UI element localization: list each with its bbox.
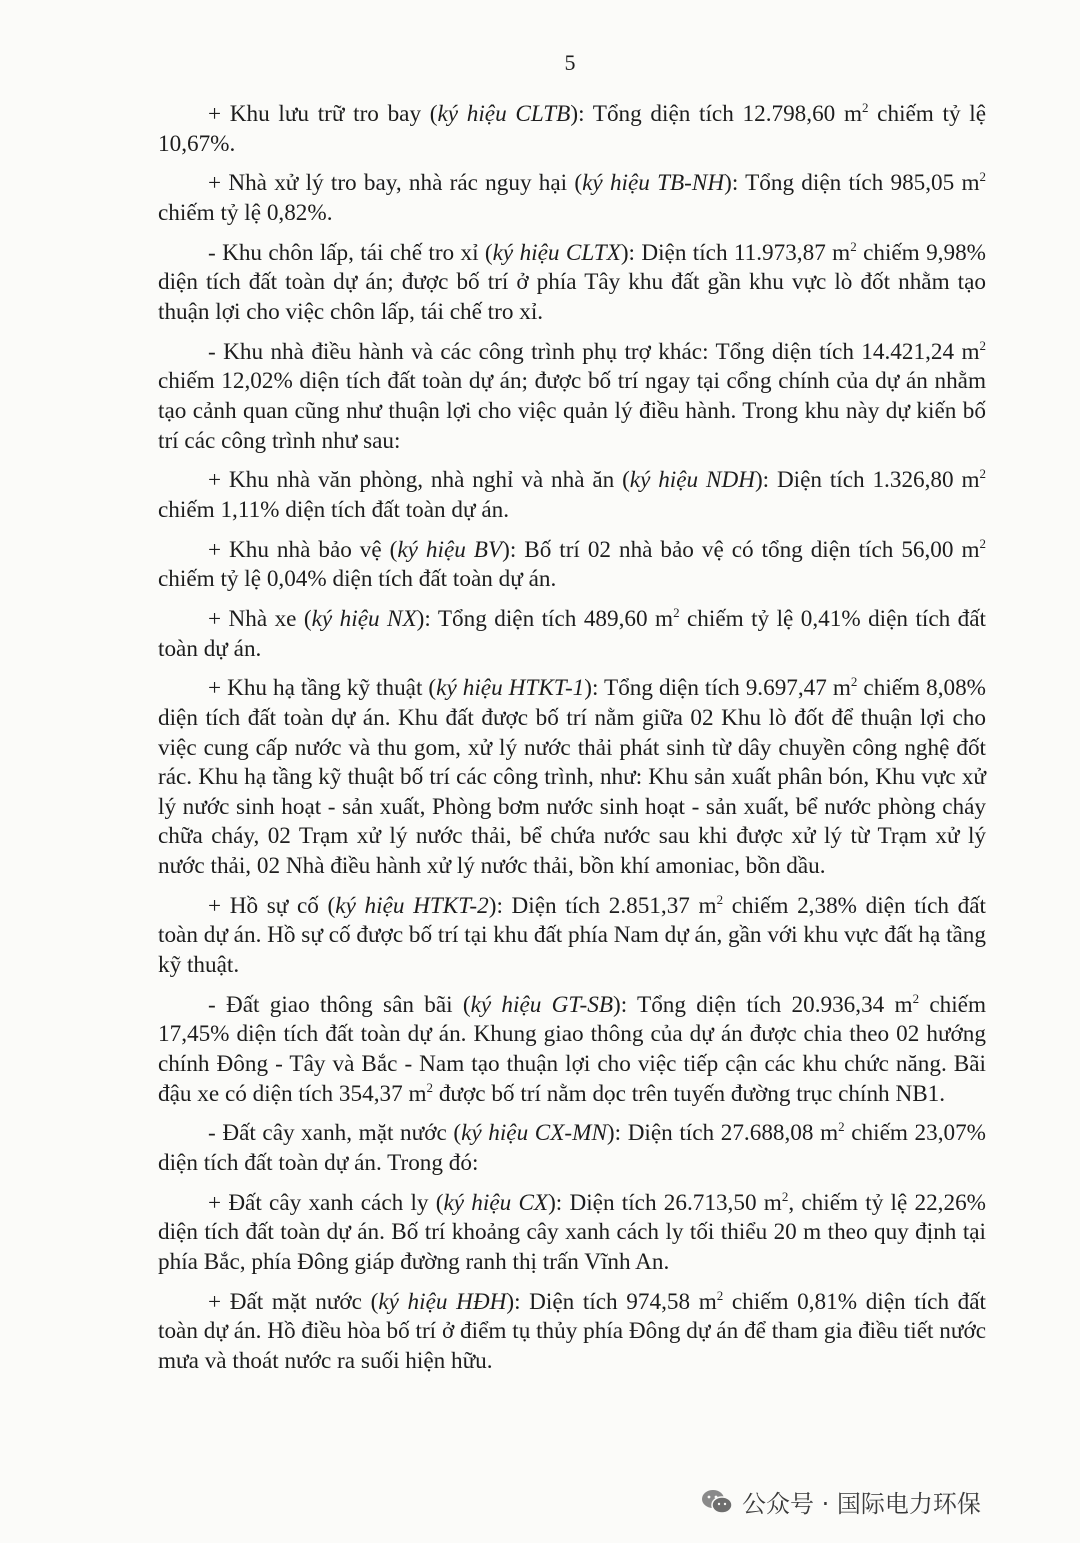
paragraph-text: ): Tổng diện tích 985,05 $m^2$ chiếm tỷ lệ 0,82%. [158, 169, 987, 226]
paragraph-text: + Hồ sự cố ( [208, 892, 336, 919]
watermark-text: 公众号 · 国际电力环保 [742, 1490, 981, 1518]
symbol-code: ký hiệu CX-MN [461, 1120, 607, 1147]
paragraph-text: - Đất cây xanh, mặt nước ( [208, 1120, 462, 1147]
paragraph [158, 169, 986, 228]
paragraph-text: - Đất giao thông sân bãi ( [208, 991, 471, 1018]
paragraph-text: ): Diện tích 2.851,37 $m^2$ chiếm 2,38% diện tích đất toàn dự án. Hồ sự cố được bố trí tại khu đất phía Nam dự án, gần với khu vực đất hạ tầng kỹ thuật. [158, 891, 986, 978]
paragraph-text: - Khu chôn lấp, tái chế tro xỉ ( [208, 239, 493, 266]
paragraph [158, 1288, 986, 1377]
paragraph-text: ): Tổng diện tích 20.936,34 $m^2$ chiếm 17,45% diện tích đất toàn dự án. Khung giao thông của dự án được chia theo 02 hướng chính Đông - Tây và Bắc - Nam tạo thuận lợi cho việc tiếp cận các khu chức năng. Bãi đậu xe có diện tích 354,37 $m^2$ được bố trí nằm dọc trên tuyến đường trục chính NB1. [158, 990, 987, 1107]
paragraph-text: ): Diện tích 1.326,80 $m^2$ chiếm 1,11% diện tích đất toàn dự án. [158, 466, 986, 523]
symbol-code: ký hiệu NX [311, 606, 417, 633]
paragraph [158, 536, 986, 595]
paragraph-text: ): Tổng diện tích 489,60 $m^2$ chiếm tỷ lệ 0,41% diện tích đất toàn dự án. [158, 605, 986, 662]
page-number: 5 [564, 50, 576, 75]
symbol-code: ký hiệu CLTX [492, 239, 621, 266]
paragraph [158, 892, 986, 981]
paragraph [158, 100, 986, 159]
symbol-code: ký hiệu CX [443, 1189, 549, 1216]
symbol-code: ký hiệu GT-SB [470, 991, 614, 1018]
symbol-code: ký hiệu HTKT-2 [335, 892, 489, 919]
symbol-code: ký hiệu NDH [629, 467, 755, 494]
paragraph-text: + Khu lưu trữ tro bay ( [208, 101, 438, 127]
symbol-code: ký hiệu HTKT-1 [436, 675, 585, 702]
symbol-code: ký hiệu CLTB [437, 101, 571, 127]
symbol-code: ký hiệu TB-NH [582, 170, 725, 197]
paragraph-text: ): Bố trí 02 nhà bảo vệ có tổng diện tích 56,00 $m^2$ chiếm tỷ lệ 0,04% diện tích đất toàn dự án. [158, 535, 986, 593]
paragraph [158, 1119, 986, 1178]
watermark [700, 1484, 981, 1519]
paragraph-text: - Khu nhà điều hành và các công trình phụ trợ khác: Tổng diện tích 14.421,24 $m^2$ chiếm 12,02% diện tích đất toàn dự án; được bố trí ngay tại cổng chính của dự án nhằm tạo cảnh quan cũng như thuận lợi cho việc quản lý điều hành. Trong khu này dự kiến bố trí các công trình như sau: [158, 337, 986, 454]
paragraph [158, 605, 986, 664]
paragraph-text: ): Diện tích 26.713,50 $m^2$, chiếm tỷ lệ 22,26% diện tích đất toàn dự án. Bố trí khoảng cây xanh cách ly tối thiểu 20 m theo quy định tại phía Bắc, phía Đông giáp đường ranh thị trấn Vĩnh An. [158, 1188, 986, 1275]
symbol-code: ký hiệu HĐH [378, 1288, 507, 1315]
paragraph-text: + Nhà xe ( [208, 606, 312, 633]
paragraph-text: + Đất cây xanh cách ly ( [208, 1189, 444, 1216]
paragraph-text: + Khu nhà văn phòng, nhà nghỉ và nhà ăn ( [208, 467, 630, 494]
paragraph-text: ): Tổng diện tích 9.697,47 $m^2$ chiếm 8,08% diện tích đất toàn dự án. Khu đất được bố trí nằm giữa 02 Khu lò đốt để thuận lợi cho việc cung cấp nước và thu gom, xử lý nước thải phát sinh từ dây chuyền công nghệ đốt rác. Khu hạ tầng kỹ thuật bố trí các công trình, như: Khu sản xuất phân bón, Khu vực xử lý nước sinh hoạt - sản xuất, Phòng bơm nước sinh hoạt - sản xuất, bể nước phòng cháy chữa cháy, 02 Trạm xử lý nước thải, bể chứa nước sau khi được xử lý từ Trạm xử lý nước thải, 02 Nhà điều hành xử lý nước thải, bồn khí amoniac, bồn dầu. [158, 674, 986, 879]
symbol-code: ký hiệu BV [397, 536, 503, 563]
paragraph [158, 674, 986, 881]
paragraph-text: ): Diện tích 11.973,87 $m^2$ chiếm 9,98% diện tích đất toàn dự án; được bố trí ở phía Tây khu đất gần khu vực lò đốt nhằm tạo thuận lợi cho việc chôn lấp, tái chế tro xỉ. [158, 238, 986, 325]
paragraph [158, 466, 986, 525]
wechat-icon [700, 1488, 734, 1516]
paragraph [158, 991, 986, 1109]
paragraph-text: ): Tổng diện tích 12.798,60 $m^2$ chiếm tỷ lệ 10,67%. [158, 100, 986, 157]
paragraph-text: ): Diện tích 974,58 $m^2$ chiếm 0,81% diện tích đất toàn dự án. Hồ điều hòa bố trí ở điểm tụ thủy phía Đông dự án để tham gia điều tiết nước mưa và thoát nước ra suối hiện hữu. [158, 1287, 987, 1374]
paragraph-text: ): Diện tích 27.688,08 $m^2$ chiếm 23,07% diện tích đất toàn dự án. Trong đó: [158, 1119, 986, 1176]
paragraph-text: + Đất mặt nước ( [208, 1288, 379, 1315]
paragraph-text: + Nhà xử lý tro bay, nhà rác nguy hại ( [208, 170, 583, 197]
document-body [158, 100, 986, 1387]
paragraph [158, 1189, 986, 1278]
paragraph-text: + Khu nhà bảo vệ ( [208, 536, 398, 563]
paragraph [158, 239, 986, 328]
paragraph-text: + Khu hạ tầng kỹ thuật ( [208, 675, 437, 702]
paragraph [158, 338, 986, 456]
